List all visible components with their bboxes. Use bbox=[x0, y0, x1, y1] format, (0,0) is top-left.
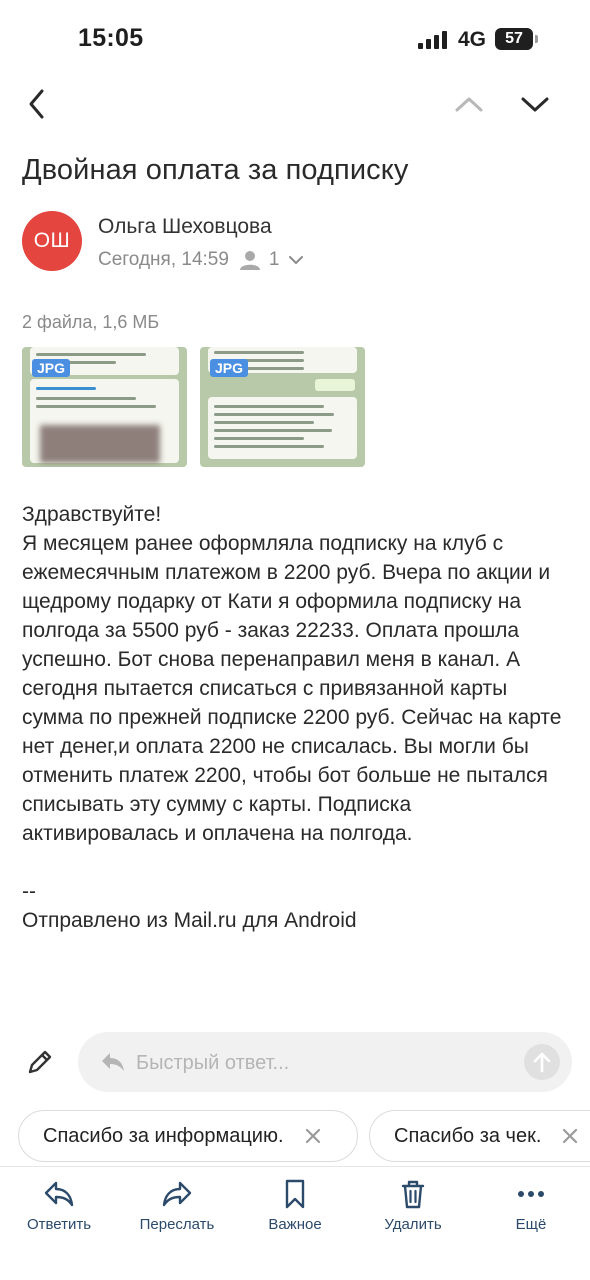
battery-icon bbox=[495, 28, 539, 50]
status-time: 15:05 bbox=[78, 24, 144, 52]
delete-button[interactable] bbox=[358, 1178, 468, 1233]
network-type: 4G bbox=[458, 28, 487, 51]
email-date: Сегодня, 14:59 bbox=[98, 249, 229, 270]
close-icon[interactable] bbox=[561, 1127, 579, 1145]
tab-label: Удалить bbox=[384, 1216, 442, 1233]
chevron-up-icon bbox=[454, 95, 484, 113]
person-icon bbox=[239, 249, 261, 271]
important-button[interactable] bbox=[240, 1178, 350, 1233]
forward-button[interactable] bbox=[122, 1178, 232, 1233]
reply-arrow-icon bbox=[100, 1050, 126, 1074]
more-button[interactable] bbox=[476, 1178, 586, 1233]
file-type-badge: JPG bbox=[210, 359, 248, 377]
pencil-icon bbox=[25, 1047, 55, 1077]
suggestion-chip[interactable] bbox=[369, 1110, 590, 1162]
trash-icon bbox=[397, 1178, 429, 1210]
file-type-badge: JPG bbox=[32, 359, 70, 377]
chevron-down-icon bbox=[288, 255, 304, 265]
chevron-down-icon bbox=[520, 95, 550, 113]
attachment-thumbnail[interactable] bbox=[22, 347, 187, 467]
divider bbox=[0, 1166, 590, 1167]
compose-button[interactable] bbox=[22, 1044, 58, 1080]
back-button[interactable] bbox=[17, 84, 57, 124]
close-icon[interactable] bbox=[304, 1127, 322, 1145]
attachment-thumbnail[interactable] bbox=[200, 347, 365, 467]
next-email-button[interactable] bbox=[515, 84, 555, 124]
avatar[interactable]: ОШ bbox=[22, 211, 82, 271]
bookmark-icon bbox=[279, 1178, 311, 1210]
send-button[interactable] bbox=[524, 1044, 560, 1080]
chevron-left-icon bbox=[27, 88, 47, 120]
email-subject: Двойная оплата за подписку bbox=[22, 154, 409, 186]
email-meta[interactable] bbox=[98, 247, 312, 273]
sender-name[interactable]: Ольга Шеховцова bbox=[98, 215, 272, 238]
tab-label: Ещё bbox=[515, 1216, 547, 1233]
battery-level: 57 bbox=[495, 28, 533, 50]
quick-reply-input[interactable] bbox=[134, 1032, 518, 1094]
tab-label: Важное bbox=[268, 1216, 322, 1233]
more-icon bbox=[515, 1178, 547, 1210]
quick-reply-box[interactable] bbox=[78, 1032, 572, 1092]
tab-label: Переслать bbox=[139, 1216, 215, 1233]
suggestion-label: Спасибо за чек. bbox=[394, 1124, 542, 1147]
attachments-summary: 2 файла, 1,6 МБ bbox=[22, 312, 160, 332]
email-body: Здравствуйте! Я месяцем ранее оформляла подписку на клуб с ежемесячным платежом в 2200 руб. Вчера по акции и щедрому подарку от Кати я оформила подписку на полгода за 5500 руб - заказ 22233. Оплата прошла успешно. Бот снова перенаправил меня в канал. А сегодня пытается списаться с привязанной карты сумма по прежней подписке 2200 руб. Сейчас на карте нет денег,и оплата 2200 не списалась. Вы могли бы отменить платеж 2200, чтобы бот больше не пытался списывать эту сумму с карты. Подписка активировалась и оплачена на полгода. -- Отправлено из Mail.ru для Android bbox=[22, 503, 562, 932]
reply-icon bbox=[43, 1178, 75, 1210]
previous-email-button[interactable] bbox=[449, 84, 489, 124]
tab-label: Ответить bbox=[26, 1216, 92, 1233]
forward-icon bbox=[161, 1178, 193, 1210]
suggestion-label: Спасибо за информацию. bbox=[43, 1124, 284, 1147]
suggestion-chip[interactable] bbox=[18, 1110, 358, 1162]
reply-button[interactable] bbox=[4, 1178, 114, 1233]
arrow-up-icon bbox=[532, 1051, 552, 1073]
recipients-count: 1 bbox=[268, 249, 280, 270]
signal-icon bbox=[418, 31, 450, 49]
